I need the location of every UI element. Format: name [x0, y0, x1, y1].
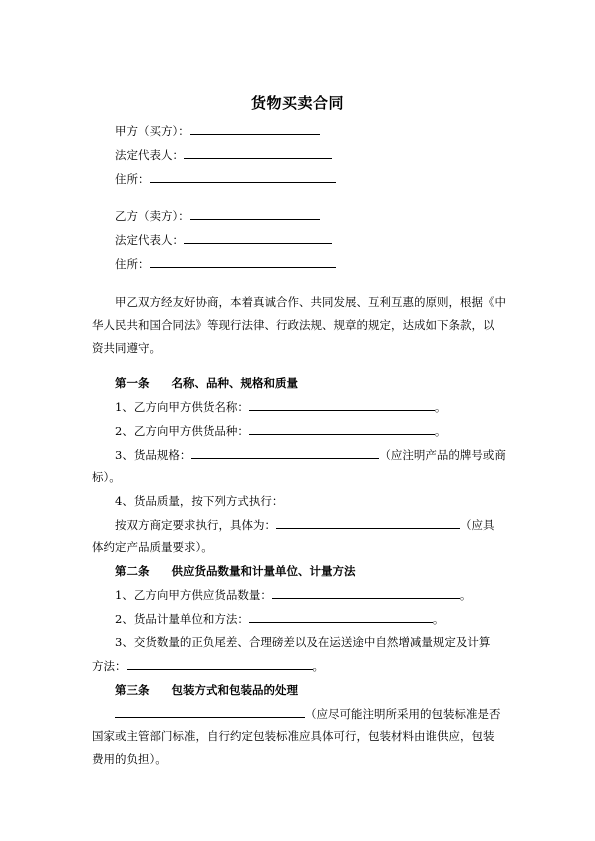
seller-address-blank[interactable]	[150, 256, 336, 268]
buyer-address-label: 住所：	[115, 172, 150, 186]
buyer-address-row	[115, 171, 336, 186]
item-suffix: （应具	[460, 518, 495, 532]
page-title: 货物买卖合同	[250, 94, 344, 112]
goods-name-blank[interactable]	[249, 399, 435, 411]
item-suffix: 。	[432, 612, 445, 626]
article-2-item-3: 3、交货数量的正负尾差、合理磅差以及在运送途中自然增减量规定及计算	[115, 635, 491, 649]
article-3-title: 包装方式和包装品的处理	[171, 683, 298, 697]
article-1-item-2	[115, 423, 446, 438]
article-2-heading	[115, 563, 356, 579]
item-suffix: （应尽可能注明所采用的包装标准是否	[305, 707, 501, 721]
item-suffix: 。	[312, 659, 324, 673]
packaging-blank[interactable]	[115, 706, 305, 718]
article-1-item-1	[115, 399, 446, 414]
article-1-title: 名称、品种、规格和质量	[171, 376, 298, 390]
buyer-party-row	[115, 123, 320, 138]
preamble-line: 甲乙双方经友好协商，本着真诚合作、共同发展、互利互惠的原则，根据《中	[115, 295, 506, 309]
item-suffix: 。	[459, 588, 472, 602]
article-1-number: 第一条	[115, 376, 150, 390]
article-1-item-4-cont: 体约定产品质量要求）。	[92, 540, 213, 554]
buyer-rep-blank[interactable]	[184, 147, 332, 159]
goods-spec-blank[interactable]	[191, 447, 379, 459]
buyer-address-blank[interactable]	[150, 171, 336, 183]
article-3-line-1	[115, 706, 501, 721]
article-2-title: 供应货品数量和计量单位、计量方法	[171, 564, 356, 578]
article-2-item-3-cont	[92, 658, 324, 673]
item-label: 2、货品计量单位和方法：	[115, 612, 249, 626]
article-3-number: 第三条	[115, 683, 150, 697]
quality-spec-blank[interactable]	[276, 517, 460, 529]
item-suffix: 。	[434, 424, 447, 438]
article-1-heading	[115, 375, 298, 391]
buyer-party-label: 甲方（买方）：	[115, 124, 190, 138]
item-suffix: 。	[434, 400, 447, 414]
seller-rep-row	[115, 232, 332, 247]
item-label: 1、乙方向甲方供应货品数量：	[115, 588, 272, 602]
quantity-blank[interactable]	[272, 587, 460, 599]
article-3-heading	[115, 682, 298, 698]
buyer-party-blank[interactable]	[190, 123, 320, 135]
seller-rep-label: 法定代表人：	[115, 233, 184, 247]
seller-rep-blank[interactable]	[184, 232, 332, 244]
unit-method-blank[interactable]	[249, 611, 433, 623]
item-label: 3、货品规格：	[115, 448, 192, 462]
item-label: 1、乙方向甲方供货名称：	[115, 400, 249, 414]
calc-method-blank[interactable]	[127, 658, 313, 670]
item-label: 按双方商定要求执行，具体为：	[115, 518, 276, 532]
seller-address-row	[115, 256, 336, 271]
seller-party-label: 乙方（卖方）：	[115, 209, 190, 223]
article-2-item-2	[115, 611, 444, 626]
article-3-line-2: 国家或主管部门标准，自行约定包装标准应具体可行，包装材料由谁供应，包装	[92, 729, 495, 743]
buyer-rep-row	[115, 147, 332, 162]
goods-variety-blank[interactable]	[249, 423, 435, 435]
preamble-line: 资共同遵守。	[92, 341, 161, 355]
article-2-number: 第二条	[115, 564, 150, 578]
preamble-line: 华人民共和国合同法》等现行法律、行政法规、规章的规定，达成如下条款，以	[92, 318, 495, 332]
item-suffix: （应注明产品的牌号或商	[379, 448, 506, 462]
article-1-item-4-sub	[115, 517, 495, 532]
item-label: 2、乙方向甲方供货品种：	[115, 424, 249, 438]
seller-party-row	[115, 208, 320, 223]
buyer-rep-label: 法定代表人：	[115, 148, 184, 162]
item-label: 方法：	[92, 659, 127, 673]
article-1-item-4: 4、货品质量，按下列方式执行：	[115, 494, 284, 508]
article-1-item-3	[115, 447, 506, 462]
seller-address-label: 住所：	[115, 257, 150, 271]
article-3-line-3: 费用的负担）。	[92, 752, 167, 766]
article-2-item-1	[115, 587, 471, 602]
article-1-item-3-cont: 标）。	[92, 470, 121, 484]
seller-party-blank[interactable]	[190, 208, 320, 220]
